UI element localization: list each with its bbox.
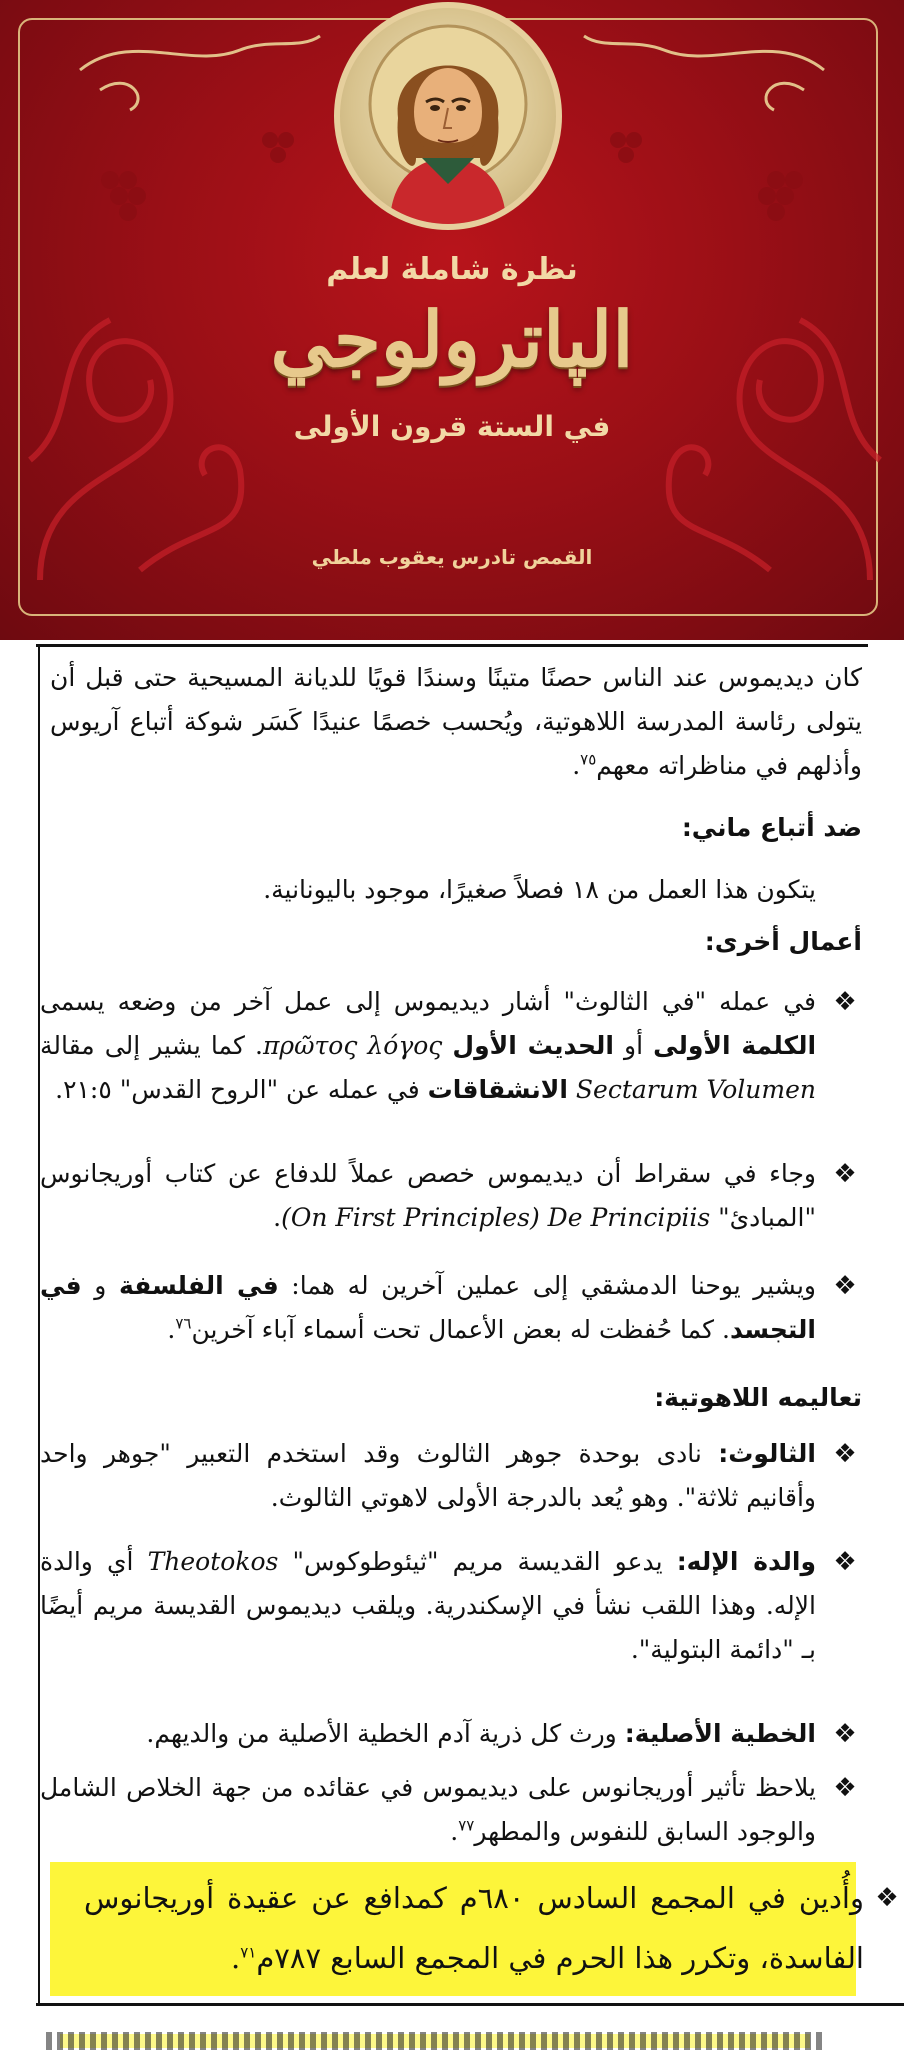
footnote-ref-77: ٧٧ <box>458 1816 475 1835</box>
b1-bold-first-discourse: الحديث الأول <box>452 1031 614 1060</box>
cover-author: القمص تادرس يعقوب ملطي <box>311 545 593 569</box>
t3-text: ورث كل ذرية آدم الخطية الأصلية من والديهم. <box>146 1719 617 1748</box>
bullet-diamond-icon: ❖ <box>833 1439 857 1469</box>
b1-latin-title: Sectarum Volumen <box>575 1075 816 1104</box>
bullet-diamond-icon: ❖ <box>833 1159 857 1189</box>
next-page-text-fragment <box>46 2030 826 2050</box>
mani-paragraph <box>50 870 862 909</box>
bullet-diamond-icon: ❖ <box>875 1883 899 1913</box>
b2-text-b: . <box>273 1203 282 1232</box>
t3-bold-original-sin: الخطية الأصلية: <box>624 1719 816 1748</box>
bullet-diamond-icon: ❖ <box>833 1719 857 1749</box>
t5-text: وأُدين في المجمع السادس ٦٨٠م كمدافع عن عقيدة أوريجانوس الفاسدة، وتكرر هذا الحرم في المجمع السابع ٧٨٧م <box>84 1881 864 1975</box>
t1-text: نادى بوحدة جوهر الثالوث وقد استخدم التعبير "جوهر واحد وأقانيم ثلاثة". وهو يُعد بالدرجة الأولى لاهوتي الثالوث. <box>40 1439 816 1512</box>
t2-latin-theotokos: Theotokos <box>147 1547 279 1576</box>
t4-text: يلاحظ تأثير أوريجانوس على ديديموس في عقائده من جهة الخلاص الشامل والوجود السابق للنفوس والمطهر <box>40 1773 816 1846</box>
list-item-other-works-3: ❖ ويشير يوحنا الدمشقي إلى عملين آخرين له هما: في الفلسفة و في التجسد. كما حُفظت له بعض الأعمال تحت أسماء آباء آخرين$^{٧٦}$. <box>40 1264 862 1352</box>
list-item-other-works-1 <box>40 980 862 1112</box>
b3-text-b: . كما حُفظت له بعض الأعمال تحت أسماء آباء آخرين <box>191 1315 730 1344</box>
page-bottom-rule <box>36 2003 904 2006</box>
bullet-diamond-icon: ❖ <box>833 1547 857 1577</box>
t2-text-b: أي والدة الإله. وهذا اللقب نشأ في الإسكندرية. ويلقب ديديموس القديسة مريم أيضًا بـ "دائمة البتولية". <box>40 1547 816 1664</box>
b2-latin-title: (On First Principles) De Principiis <box>281 1203 711 1232</box>
list-item-other-works-2 <box>40 1152 862 1240</box>
list-item-teaching-origen-influence: ❖ يلاحظ تأثير أوريجانوس على ديديموس في عقائده من جهة الخلاص الشامل والوجود السابق للنفوس والمطهر$^{٧٧}$. <box>40 1766 862 1854</box>
intro-text: كان ديديموس عند الناس حصنًا متينًا وسندًا قويًا للديانة المسيحية حتى قبل أن يتولى رئاسة المدرسة اللاهوتية، ويُحسب خصمًا عنيدًا كَسَر شوكة أتباع آريوس وأذلهم في مناظراته معهم <box>50 663 862 780</box>
bullet-diamond-icon: ❖ <box>833 1271 857 1301</box>
b1-greek-title: πρῶτος λόγος <box>262 1031 443 1060</box>
t2-text-a: يدعو القديسة مريم "ثيئوطوكوس" <box>292 1547 663 1576</box>
christ-icon-medallion <box>334 2 562 230</box>
b1-text-b: . كما يشير إلى مقالة <box>40 1031 263 1060</box>
t1-bold-trinity: الثالوث: <box>718 1439 816 1468</box>
grape-vine-left-icon <box>70 30 330 230</box>
list-item-teaching-original-sin <box>40 1712 862 1756</box>
heading-theological-teachings: تعاليمه اللاهوتية: <box>654 1383 862 1412</box>
b1-bold-first-word: الكلمة الأولى <box>653 1031 817 1060</box>
footnote-ref-71: ٧١ <box>240 1943 257 1962</box>
t2-bold-theotokos: والدة الإله: <box>676 1547 816 1576</box>
b1-bold-schisms: الانشقاقات <box>427 1075 568 1104</box>
heading-other-works: أعمال أخرى: <box>704 927 862 956</box>
intro-paragraph: كان ديديموس عند الناس حصنًا متينًا وسندًا قويًا للديانة المسيحية حتى قبل أن يتولى رئاسة المدرسة اللاهوتية، ويُحسب خصمًا عنيدًا كَسَر شوكة أتباع آريوس وأذلهم في مناظراته معهم$^{٧٥}$. <box>50 663 862 780</box>
cover-subtitle-bottom: في الستة قرون الأولى <box>293 410 611 443</box>
b3-text-a: ويشير يوحنا الدمشقي إلى عملين آخرين له هما: <box>291 1271 816 1300</box>
b1-text-c: في عمله عن "الروح القدس" ٢١:٥. <box>55 1075 420 1104</box>
b2-text-a: وجاء في سقراط أن ديديموس خصص عملاً للدفاع عن كتاب أوريجانوس "المبادئ" <box>40 1159 816 1232</box>
mani-text: يتكون هذا العمل من ١٨ فصلاً صغيرًا، موجود باليونانية. <box>263 875 816 904</box>
footnote-ref-75: ٧٥ <box>580 750 597 769</box>
list-item-teaching-theotokos <box>40 1540 862 1672</box>
footnote-ref-76: ٧٦ <box>175 1314 192 1333</box>
bullet-diamond-icon: ❖ <box>833 1773 857 1803</box>
cover-title: الپاترولوجي <box>270 295 634 384</box>
b1-text-a: في عمله "في الثالوث" أشار ديديموس إلى عمل آخر من وضعه يسمى <box>40 987 816 1016</box>
christ-portrait-icon <box>340 8 556 224</box>
list-item-teaching-trinity <box>40 1432 862 1520</box>
cover-subtitle-top: نظرة شاملة لعلم <box>326 252 578 287</box>
list-item-teaching-condemnation: ❖ وأُدين في المجمع السادس ٦٨٠م كمدافع عن عقيدة أوريجانوس الفاسدة، وتكرر هذا الحرم في المجمع السابع ٧٨٧م$^{٧١}$. <box>50 1868 904 1988</box>
b3-bold-philosophy: في الفلسفة <box>118 1271 279 1300</box>
b3-and: و <box>94 1271 107 1300</box>
b3-bold-incarnation: في التجسد <box>40 1271 816 1344</box>
heading-against-mani: ضد أتباع ماني: <box>681 813 862 842</box>
grape-vine-right-icon <box>574 30 834 230</box>
b1-or: أو <box>624 1031 644 1060</box>
book-cover <box>0 0 904 640</box>
bullet-diamond-icon: ❖ <box>833 987 857 1017</box>
page-top-rule <box>36 644 868 647</box>
